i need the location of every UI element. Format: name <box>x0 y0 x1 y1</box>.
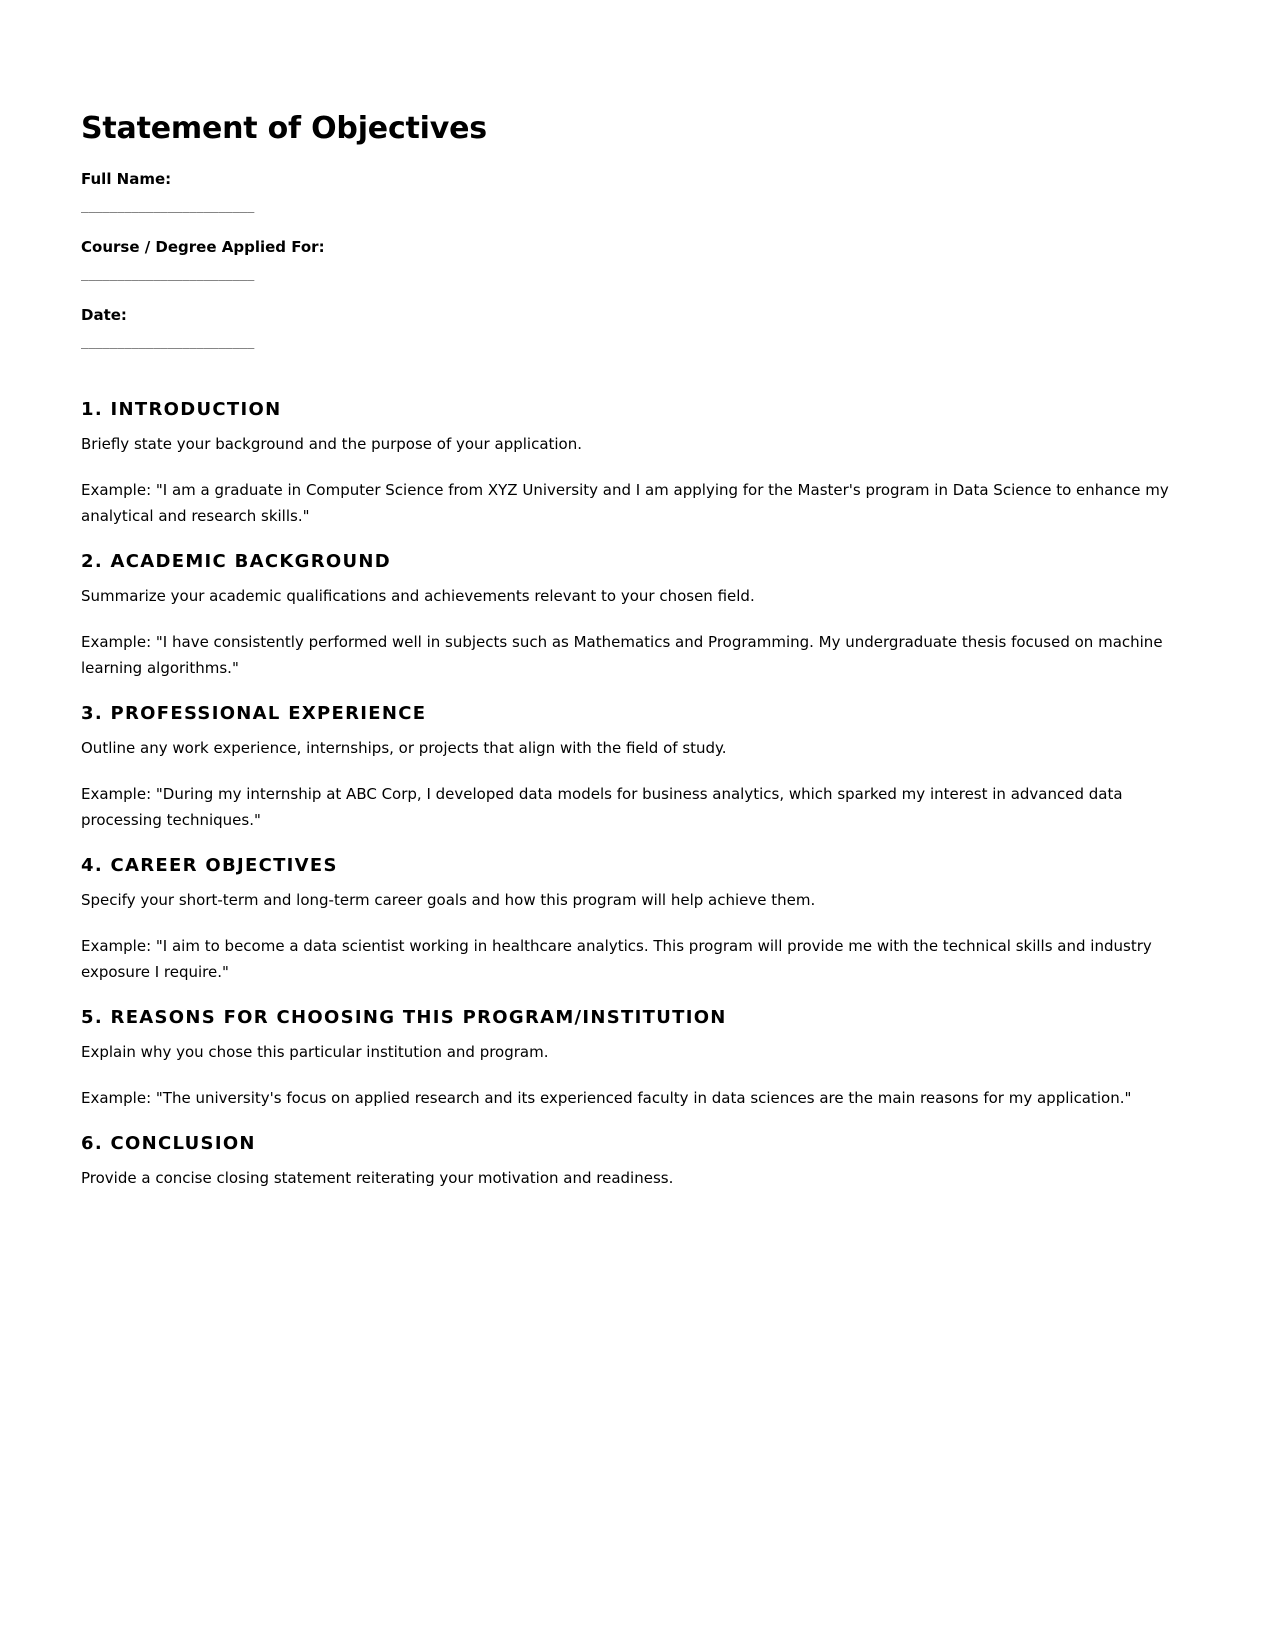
section-description: Outline any work experience, internships, or projects that align with the field of study. <box>81 739 727 757</box>
field-date <box>81 305 1181 351</box>
section-description: Specify your short-term and long-term career goals and how this program will help achieve them. <box>81 891 816 909</box>
section-heading: 1. INTRODUCTION <box>81 399 282 420</box>
field-full-name <box>81 169 1181 215</box>
section-introduction <box>81 399 1181 529</box>
section-heading: 5. REASONS FOR CHOOSING THIS PROGRAM/INSTITUTION <box>81 1007 727 1028</box>
section-example: Example: "I aim to become a data scientist working in healthcare analytics. This program will provide me with the technical skills and industry exposure I require." <box>81 937 1152 981</box>
field-blank-line: ________________________ <box>81 267 255 281</box>
section-professional-experience <box>81 703 1181 833</box>
field-label: Course / Degree Applied For: <box>81 238 325 256</box>
section-heading: 3. PROFESSIONAL EXPERIENCE <box>81 703 427 724</box>
section-description: Summarize your academic qualifications and achievements relevant to your chosen field. <box>81 587 755 605</box>
field-blank-line: ________________________ <box>81 335 255 349</box>
section-reasons <box>81 1007 1181 1111</box>
field-label: Full Name: <box>81 170 172 188</box>
section-description: Provide a concise closing statement reiterating your motivation and readiness. <box>81 1169 674 1187</box>
section-example: Example: "I have consistently performed well in subjects such as Mathematics and Programming. My undergraduate thesis focused on machine learning algorithms." <box>81 633 1163 677</box>
spacer <box>81 373 1181 387</box>
section-heading: 6. CONCLUSION <box>81 1133 256 1154</box>
section-description: Explain why you chose this particular institution and program. <box>81 1043 549 1061</box>
field-course-degree <box>81 237 1181 283</box>
field-blank-line: ________________________ <box>81 199 255 213</box>
section-conclusion <box>81 1133 1181 1191</box>
field-label: Date: <box>81 306 127 324</box>
document-page <box>81 112 1181 1211</box>
section-example: Example: "During my internship at ABC Corp, I developed data models for business analytics, which sparked my interest in advanced data processing techniques." <box>81 785 1123 829</box>
section-heading: 2. ACADEMIC BACKGROUND <box>81 551 391 572</box>
section-example: Example: "I am a graduate in Computer Science from XYZ University and I am applying for the Master's program in Data Science to enhance my analytical and research skills." <box>81 481 1169 525</box>
document-title: Statement of Objectives <box>81 111 487 146</box>
section-heading: 4. CAREER OBJECTIVES <box>81 855 338 876</box>
section-academic-background <box>81 551 1181 681</box>
section-career-objectives <box>81 855 1181 985</box>
section-example: Example: "The university's focus on applied research and its experienced faculty in data sciences are the main reasons for my application." <box>81 1089 1132 1107</box>
section-description: Briefly state your background and the purpose of your application. <box>81 435 583 453</box>
